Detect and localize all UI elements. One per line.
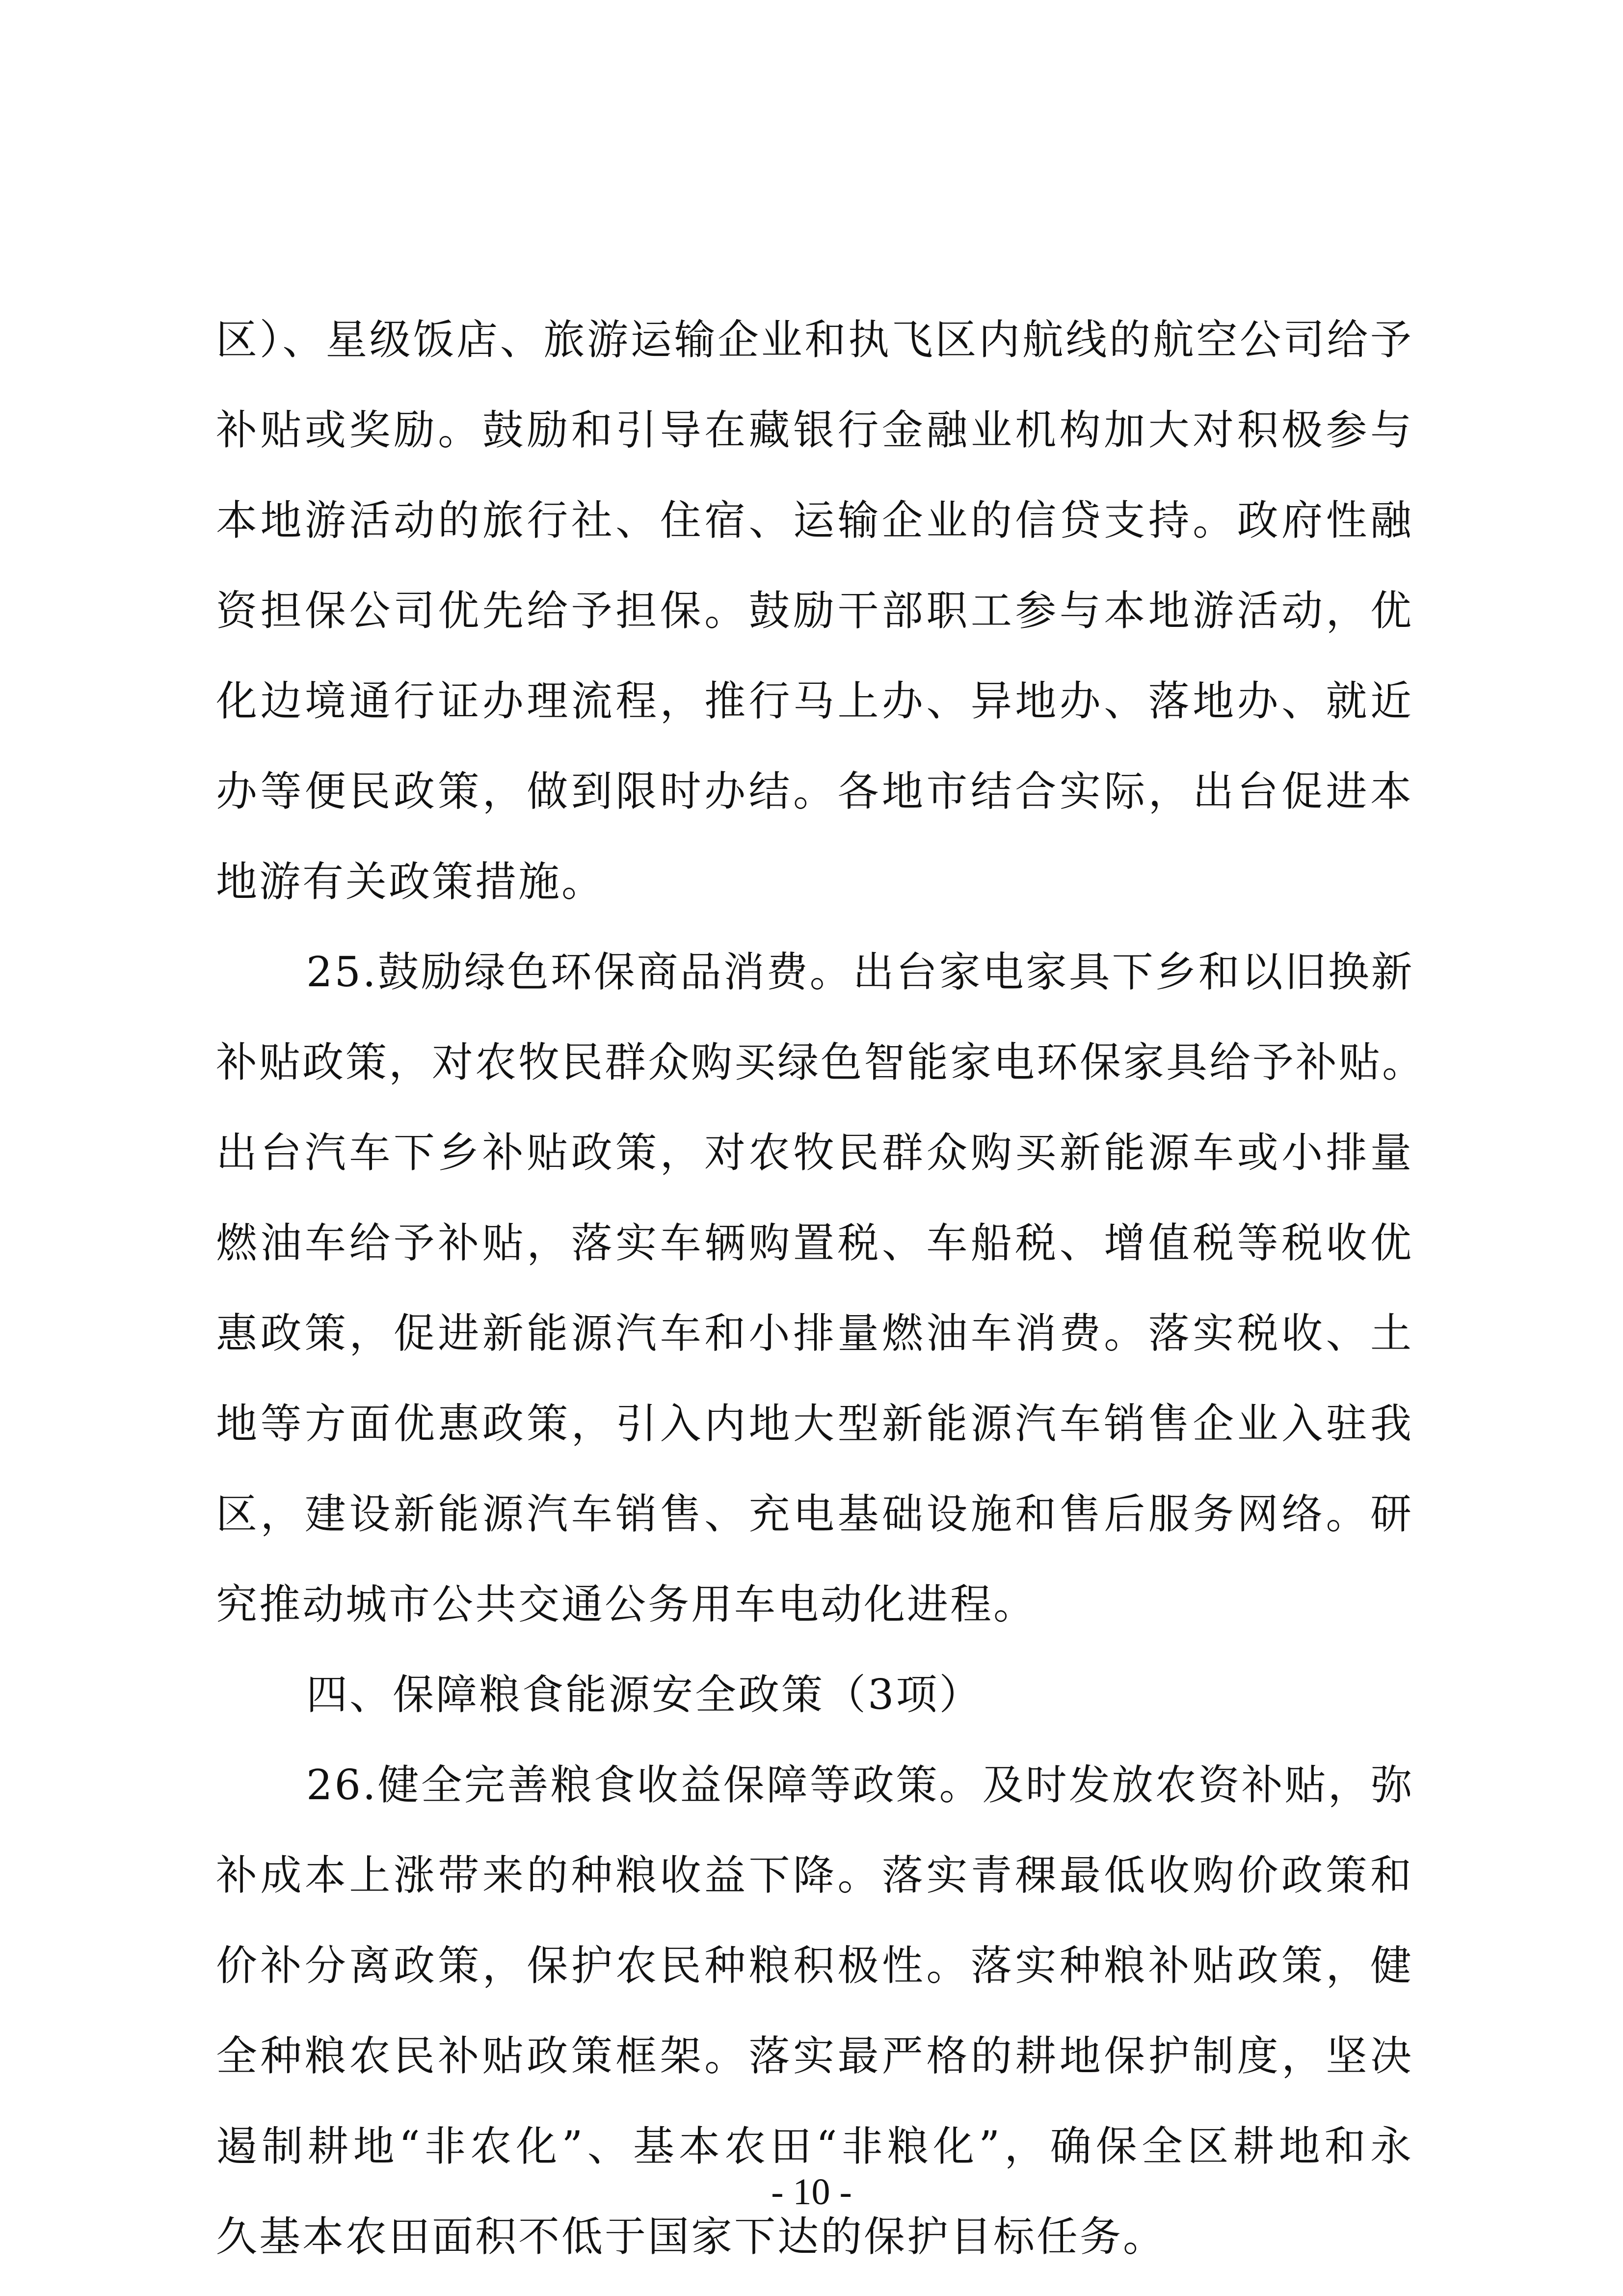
text-line: 价补分离政策，保护农民种粮积极性。落实种粮补贴政策，健 <box>216 1942 1413 1990</box>
text-line: 地游有关政策措施。 <box>216 858 605 906</box>
text-line: 办等便民政策，做到限时办结。各地市结合实际，出台促进本 <box>216 767 1413 815</box>
text-line: 出台汽车下乡补贴政策，对农牧民群众购买新能源车或小排量 <box>216 1129 1413 1177</box>
text-line: 燃油车给予补贴，落实车辆购置税、车船税、增值税等税收优 <box>216 1219 1413 1267</box>
text-line: 本地游活动的旅行社、住宿、运输企业的信贷支持。政府性融 <box>216 496 1413 544</box>
text-line: 惠政策，促进新能源汽车和小排量燃油车消费。落实税收、土 <box>216 1309 1413 1357</box>
text-line: 补成本上涨带来的种粮收益下降。落实青稞最低收购价政策和 <box>216 1851 1413 1899</box>
text-line: 地等方面优惠政策，引入内地大型新能源汽车销售企业入驻我 <box>216 1400 1413 1448</box>
section-25-heading-line: 25.鼓励绿色环保商品消费。出台家电家具下乡和以旧换新 <box>306 948 1414 996</box>
text-line: 久基本农田面积不低于国家下达的保护目标任务。 <box>216 2213 1167 2261</box>
body-text <box>216 295 1426 2282</box>
section-heading: 四、保障粮食能源安全政策（3项） <box>306 1671 983 1719</box>
text-line: 遏制耕地“非农化”、基本农田“非粮化”，确保全区耕地和永 <box>216 2122 1413 2170</box>
text-line: 全种粮农民补贴政策框架。落实最严格的耕地保护制度，坚决 <box>216 2032 1413 2080</box>
text-line: 资担保公司优先给予担保。鼓励干部职工参与本地游活动，优 <box>216 587 1413 635</box>
text-line: 补贴政策，对农牧民群众购买绿色智能家电环保家具给予补贴。 <box>216 1038 1426 1086</box>
text-line: 化边境通行证办理流程，推行马上办、异地办、落地办、就近 <box>216 677 1413 725</box>
section-26-heading-line: 26.健全完善粮食收益保障等政策。及时发放农资补贴，弥 <box>306 1761 1414 1809</box>
text-line: 区）、星级饭店、旅游运输企业和执飞区内航线的航空公司给予 <box>216 316 1413 364</box>
text-line: 区，建设新能源汽车销售、充电基础设施和售后服务网络。研 <box>216 1490 1413 1538</box>
text-line: 究推动城市公共交通公务用车电动化进程。 <box>216 1580 1037 1628</box>
text-line: 补贴或奖励。鼓励和引导在藏银行金融业机构加大对积极参与 <box>216 406 1413 454</box>
page-number: - 10 - <box>771 2171 852 2213</box>
